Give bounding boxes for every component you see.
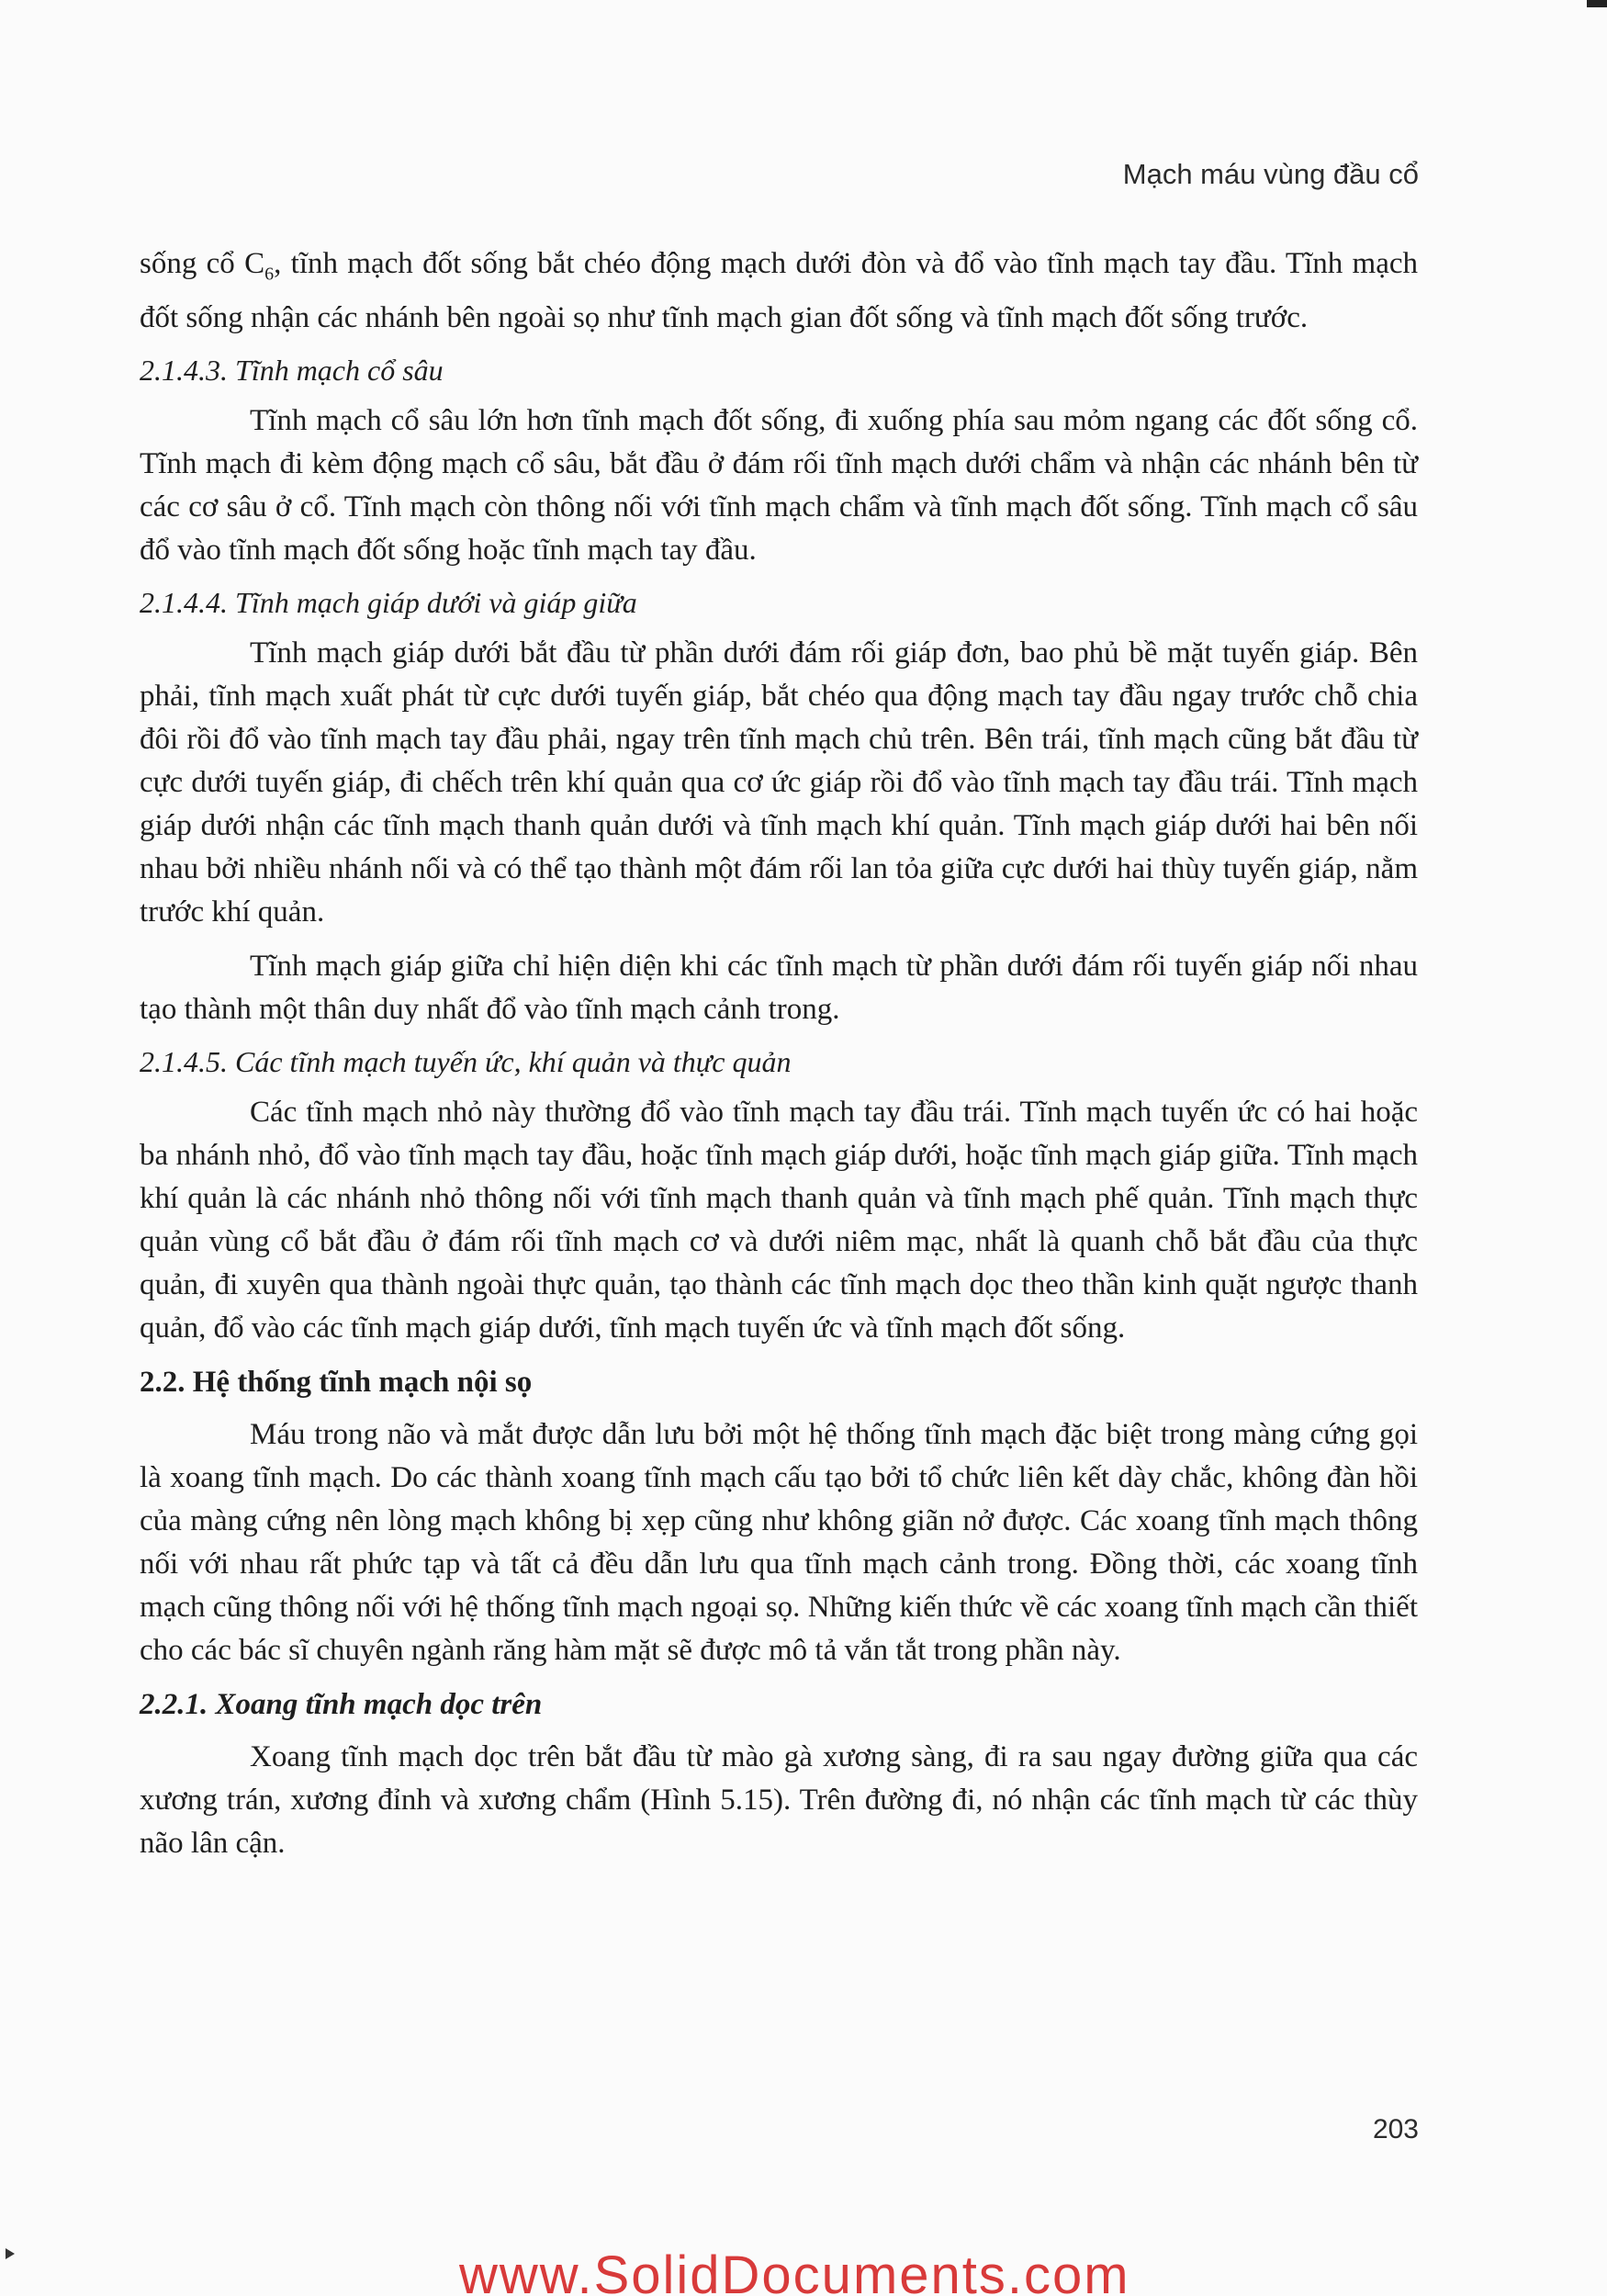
paragraph-deep-cervical-vein: Tĩnh mạch cổ sâu lớn hơn tĩnh mạch đốt sống, đi xuống phía sau mỏm ngang các đốt sống cổ. Tĩnh mạch đi kèm động mạch cổ sâu, bắt đầu ở đám rối tĩnh mạch dưới chẩm và nhận các nhánh bên từ các cơ sâu ở cổ. Tĩnh mạch còn thông nối với tĩnh mạch chẩm và tĩnh mạch đốt sống. Tĩnh mạch cổ sâu đổ vào tĩnh mạch đốt sống hoặc tĩnh mạch tay đầu. (140, 403, 1418, 567)
paragraph-text: sống cổ C (140, 247, 265, 280)
paragraph-text: , tĩnh mạch đốt sống bắt chéo động mạch dưới đòn và đổ vào tĩnh mạch tay đầu. Tĩnh mạch đốt sống nhận các nhánh bên ngoài sọ như tĩnh mạch gian đốt sống và tĩnh mạch đốt sống trước. (140, 247, 1418, 334)
paragraph-continued (140, 242, 1418, 340)
watermark-text: www.SolidDocuments.com (459, 2245, 1130, 2296)
paragraph-intracranial-venous-system: Máu trong não và mắt được dẫn lưu bởi một hệ thống tĩnh mạch đặc biệt trong màng cứng gọi là xoang tĩnh mạch. Do các thành xoang tĩnh mạch cấu tạo bởi tổ chức liên kết dày chắc, không đàn hồi của màng cứng nên lòng mạch không bị xẹp cũng như không giãn nở được. Các xoang tĩnh mạch thông nối với nhau rất phức tạp và tất cả đều dẫn lưu qua tĩnh mạch cảnh trong. Đồng thời, các xoang tĩnh mạch cũng thông nối với hệ thống tĩnh mạch ngoại sọ. Những kiến thức về các xoang tĩnh mạch cần thiết cho các bác sĩ chuyên ngành răng hàm mặt sẽ được mô tả vắn tắt trong phần này. (140, 1417, 1418, 1667)
paragraph-middle-thyroid-vein: Tĩnh mạch giáp giữa chỉ hiện diện khi các tĩnh mạch từ phần dưới đám rối tuyến giáp nối nhau tạo thành một thân duy nhất đổ vào tĩnh mạch cảnh trong. (140, 949, 1418, 1026)
heading-2-2: 2.2. Hệ thống tĩnh mạch nội sọ (140, 1365, 533, 1399)
page-body (140, 242, 1418, 1865)
heading-2-1-4-5: 2.1.4.5. Các tĩnh mạch tuyến ức, khí quản và thực quản (140, 1044, 792, 1078)
paragraph-inferior-thyroid-vein: Tĩnh mạch giáp dưới bắt đầu từ phần dưới đám rối giáp đơn, bao phủ bề mặt tuyến giáp. Bên phải, tĩnh mạch xuất phát từ cực dưới tuyến giáp, bắt chéo qua động mạch tay đầu ngay trước chỗ chia đôi rồi đổ vào tĩnh mạch tay đầu phải, ngay trên tĩnh mạch chủ trên. Bên trái, tĩnh mạch cũng bắt đầu từ cực dưới tuyến giáp, đi chếch trên khí quản qua cơ ức giáp rồi đổ vào tĩnh mạch tay đầu trái. Tĩnh mạch giáp dưới nhận các tĩnh mạch thanh quản dưới và tĩnh mạch khí quản. Tĩnh mạch giáp dưới hai bên nối nhau bởi nhiều nhánh nối và có thể tạo thành một đám rối lan tỏa giữa cực dưới hai thùy tuyến giáp, nằm trước khí quản. (140, 636, 1418, 929)
subscript-text: 6 (264, 264, 275, 285)
page-number: 203 (1372, 2114, 1419, 2144)
paragraph-superior-sagittal-sinus: Xoang tĩnh mạch dọc trên bắt đầu từ mào gà xương sàng, đi ra sau ngay đường giữa qua các xương trán, xương đỉnh và xương chẩm (Hình 5.15). Trên đường đi, nó nhận các tĩnh mạch từ các thùy não lân cận. (140, 1739, 1418, 1860)
heading-2-1-4-4: 2.1.4.4. Tĩnh mạch giáp dưới và giáp giữa (140, 585, 637, 619)
paragraph-thymic-tracheal-esophageal-veins: Các tĩnh mạch nhỏ này thường đổ vào tĩnh mạch tay đầu trái. Tĩnh mạch tuyến ức có hai hoặc ba nhánh nhỏ, đổ vào tĩnh mạch tay đầu, hoặc tĩnh mạch giáp dưới, hoặc tĩnh mạch giáp giữa. Tĩnh mạch khí quản là các nhánh nhỏ thông nối với tĩnh mạch thanh quản và tĩnh mạch phế quản. Tĩnh mạch thực quản vùng cổ bắt đầu ở đám rối tĩnh mạch cơ và dưới niêm mạc, nhất là quanh chỗ bắt đầu của thực quản, đi xuyên qua thành ngoài thực quản, tạo thành các tĩnh mạch dọc theo thần kinh quặt ngược thanh quản, đổ vào các tĩnh mạch giáp dưới, tĩnh mạch tuyến ức và tĩnh mạch đốt sống. (140, 1095, 1418, 1345)
running-header: Mạch máu vùng đầu cổ (1122, 158, 1419, 190)
scan-arrow-mark (6, 2248, 15, 2259)
heading-2-2-1: 2.2.1. Xoang tĩnh mạch dọc trên (140, 1687, 543, 1721)
heading-2-1-4-3: 2.1.4.3. Tĩnh mạch cổ sâu (140, 353, 444, 387)
scan-edge-mark (1587, 0, 1607, 7)
